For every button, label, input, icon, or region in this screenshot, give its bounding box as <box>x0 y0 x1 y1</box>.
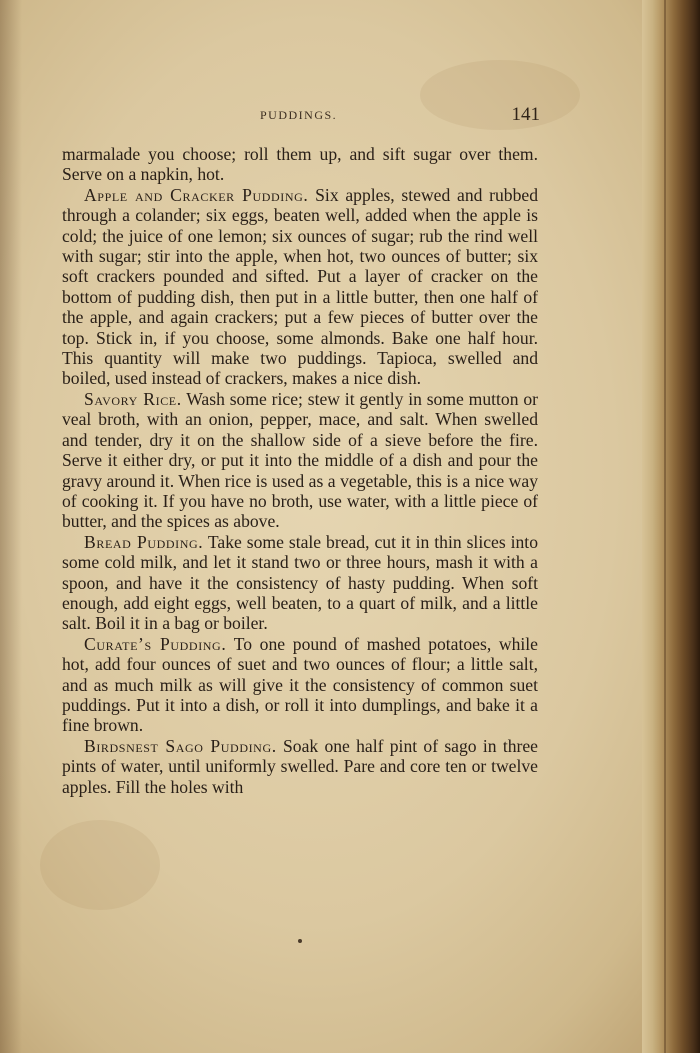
recipe-birdsnest-sago-pudding <box>62 736 538 797</box>
running-head: PUDDINGS. <box>260 108 338 122</box>
recipe-heading: Curate’s Pudding. <box>84 633 227 654</box>
recipe-body: Take some stale bread, cut it in thin slices into some cold milk, and let it stand two or three hours, mash it with a spoon, and have it the consistency of hasty pudding. When soft enough, add eight eggs, well beaten, to a quart of milk, and a little salt. Boil it in a bag or boiler. <box>62 531 538 634</box>
paragraph-continuation <box>62 144 538 185</box>
page-edge <box>642 0 700 1053</box>
page-header <box>62 104 540 130</box>
paper-stain <box>40 820 160 910</box>
recipe-curates-pudding <box>62 634 538 736</box>
recipe-text <box>62 144 538 797</box>
recipe-body: Soak one half pint of sago in three pints of water, until uniformly swelled. Pare and core ten or twelve apples. Fill the holes with <box>62 735 538 797</box>
recipe-body: Wash some rice; stew it gently in some mutton or veal broth, with an onion, pepper, mace, and salt. When swelled and tender, dry it on the shallow side of a sieve before the fire. Serve it either dry, or put it into the middle of a dish and pour the gravy around it. When rice is used as a vegetable, this is a nice way of cooking it. If you have no broth, use water, with a little piece of butter, and the spices as above. <box>62 388 538 532</box>
recipe-savory-rice <box>62 389 538 532</box>
recipe-bread-pudding <box>62 532 538 634</box>
recipe-heading: Birdsnest Sago Pudding. <box>84 735 277 756</box>
paragraph-text: marmalade you choose; roll them up, and sift sugar over them. Serve on a napkin, hot. <box>62 144 538 185</box>
signature-mark <box>298 939 302 943</box>
recipe-body: To one pound of mashed potatoes, while hot, add four ounces of suet and two ounces of flour; a little salt, and as much milk as will give it the consistency of common suet puddings. Put it into a dish, or roll it into dumplings, and bake it a fine brown. <box>62 633 538 736</box>
page-number: 141 <box>511 104 540 125</box>
recipe-heading: Apple and Cracker Pudding. <box>84 184 309 205</box>
recipe-body: Six apples, stewed and rubbed through a colander; six eggs, beaten well, added when the apple is cold; the juice of one lemon; six ounces of sugar; rub the rind well with sugar; stir into the apple, when hot, two ounces of butter; six soft crackers pounded and sifted. Put a layer of cracker on the bottom of pudding dish, then put in a little butter, then one half of the apple, and again crackers; put a few pieces of butter over the top. Stick in, if you choose, some almonds. Bake one half hour. This quantity will make two puddings. Tapioca, swelled and boiled, used instead of crackers, makes a nice dish. <box>62 184 538 389</box>
recipe-heading: Bread Pudding. <box>84 531 204 552</box>
recipe-heading: Savory Rice. <box>84 388 182 409</box>
recipe-apple-cracker-pudding <box>62 185 538 389</box>
